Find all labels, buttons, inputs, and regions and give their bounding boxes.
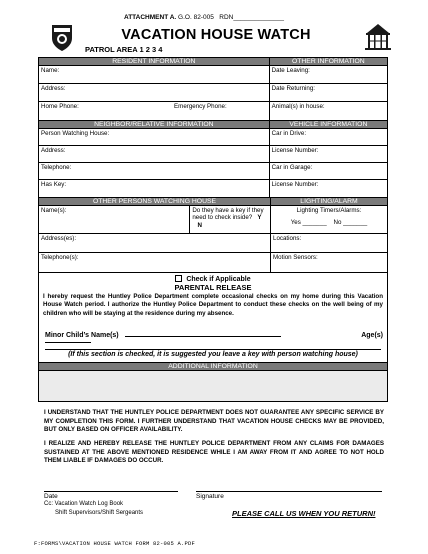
date-signature-line[interactable]: [44, 491, 178, 492]
car-in-garage-field[interactable]: Car in Garage:: [270, 163, 387, 180]
attachment-label: ATTACHMENT A.: [124, 14, 177, 21]
applicable-checkbox[interactable]: [175, 275, 182, 282]
resident-phones-row: [39, 102, 269, 120]
vehicle-heading: VEHICLE INFORMATION: [270, 121, 387, 129]
minor-names-field[interactable]: [125, 336, 281, 337]
applicable-check-line: [39, 275, 387, 283]
timers-label: Lighting Timers/Alarms:: [296, 207, 362, 214]
timers-cell: [271, 206, 387, 234]
neighbor-address-field[interactable]: Address:: [39, 146, 269, 163]
signature-line[interactable]: [196, 491, 382, 492]
go-number: G.O. 82-005: [178, 14, 214, 21]
timers-yes-no: [271, 219, 387, 226]
call-notice: PLEASE CALL US WHEN YOU RETURN!: [232, 509, 376, 518]
lighting-heading: LIGHTING/ALARM: [271, 198, 387, 206]
person-watching-field[interactable]: Person Watching House:: [39, 129, 269, 146]
emergency-phone-field[interactable]: Emergency Phone:: [174, 103, 227, 110]
license-number-field-2[interactable]: License Number:: [271, 181, 319, 188]
persons-names-field[interactable]: Name(s):: [39, 206, 190, 233]
persons-names-row: [39, 206, 270, 234]
date-leaving-field[interactable]: Date Leaving:: [270, 66, 387, 84]
minor-names-line-2[interactable]: [45, 342, 91, 343]
neighbor-telephone-field[interactable]: Telephone:: [39, 163, 269, 180]
timers-no-field[interactable]: No _______: [333, 219, 368, 226]
resident-name-field[interactable]: Name:: [39, 66, 269, 84]
key-no-option[interactable]: N: [197, 221, 202, 229]
file-path: F:FORMS\VACATION HOUSE WATCH FORM 82-005 A.PDF: [34, 540, 196, 547]
date-returning-field[interactable]: Date Returning:: [270, 84, 387, 102]
persons-addresses-field[interactable]: Address(es):: [39, 234, 270, 253]
resident-address-field[interactable]: Address:: [39, 84, 269, 102]
other-heading: OTHER INFORMATION: [270, 58, 387, 66]
date-label: Date: [44, 493, 58, 500]
parental-release-title: PARENTAL RELEASE: [174, 283, 252, 292]
locations-field[interactable]: Locations:: [271, 234, 387, 253]
neighbor-section: [39, 121, 387, 198]
ages-label: Age(s): [361, 332, 383, 339]
minor-children-row: [45, 332, 383, 339]
key-question-text: Do they have a key if they need to check inside?: [192, 207, 264, 222]
resident-section: [39, 58, 387, 121]
motion-sensors-field[interactable]: Motion Sensors:: [273, 254, 318, 261]
additional-heading: ADDITIONAL INFORMATION: [39, 363, 387, 371]
license-number-field-1[interactable]: License Number:: [270, 146, 387, 163]
timers-yes-field[interactable]: Yes _______: [290, 219, 327, 226]
car-in-drive-field[interactable]: Car in Drive:: [270, 129, 387, 146]
cc-line-1: Cc: Vacation Watch Log Book: [44, 501, 124, 507]
disclaimer-release: I REALIZE AND HEREBY RELEASE THE HUNTLEY POLICE DEPARTMENT FROM ANY CLAIMS FOR DAMAGES SUSTAINED AT THE ABOVE MENTIONED RESIDENCE WHILE I AM AWAY FROM IT AND AGREE TO NOT HOLD THEM LIABLE IF DAMAGES DO OCCUR.: [44, 440, 384, 465]
parental-release-text: I hereby request the Huntley Police Department complete occasional checks on my home during this Vacation House Watch period. I authorize the Huntley Police Department to conduct these checks on the well being of my children who will be staying at the residence during my absence.: [43, 293, 383, 317]
form-table: [38, 57, 388, 402]
persons-section: [39, 198, 387, 273]
signature-label: Signature: [196, 493, 224, 500]
form-title: VACATION HOUSE WATCH: [121, 27, 311, 43]
persons-heading: OTHER PERSONS WATCHING HOUSE: [39, 198, 270, 206]
minor-names-label: Minor Child’s Name(s): [45, 332, 119, 339]
police-badge-icon: [48, 22, 76, 52]
persons-telephones-field[interactable]: Telephone(s):: [41, 254, 79, 261]
applicable-label: Check if Applicable: [186, 276, 251, 283]
gazebo-icon: [363, 22, 393, 52]
resident-heading: RESIDENT INFORMATION: [39, 58, 269, 66]
home-phone-field[interactable]: Home Phone:: [41, 103, 79, 110]
key-question: [190, 206, 270, 233]
rdn-field: RDN______________: [219, 14, 284, 21]
parental-release-section: [39, 275, 387, 363]
disclaimer-guarantee: I UNDERSTAND THAT THE HUNTLEY POLICE DEPARTMENT DOES NOT GUARANTEE ANY SPECIFIC SERVICE BY MY COMPLETION THIS FORM. I FURTHER UNDERSTAND THAT VACATION HOUSE CHECKS MAY BE PROVIDED, BUT ONLY BASED ON OFFICER AVAILABILITY.: [44, 409, 384, 434]
has-key-field[interactable]: Has Key:: [41, 181, 67, 188]
neighbor-heading: NEIGHBOR/RELATIVE INFORMATION: [39, 121, 269, 129]
attachment-line: [124, 14, 284, 21]
cc-line-2: Shift Supervisors/Shift Sergeants: [55, 510, 144, 516]
animals-field[interactable]: Animal(s) in house:: [271, 103, 325, 110]
additional-info-field[interactable]: [39, 371, 387, 401]
additional-section: [39, 363, 387, 401]
parental-release-note: (If this section is checked, it is suggested you leave a key with person watching house): [45, 349, 381, 358]
patrol-area: PATROL AREA 1 2 3 4: [85, 45, 163, 54]
key-yes-option[interactable]: Y: [257, 214, 262, 222]
